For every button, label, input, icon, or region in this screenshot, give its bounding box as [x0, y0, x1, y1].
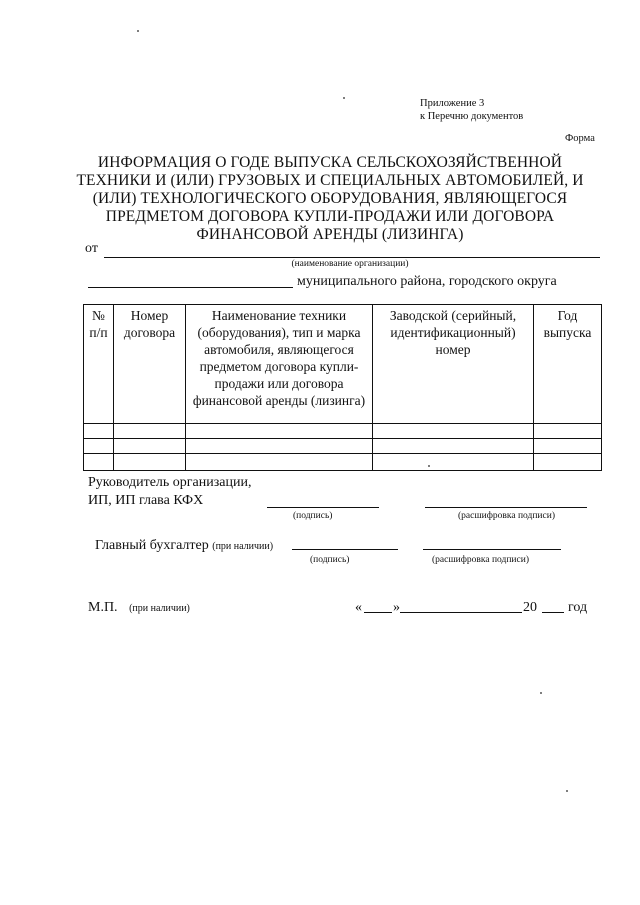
table-row — [84, 424, 602, 439]
accountant-signature-caption: (подпись) — [310, 555, 350, 565]
date-month-field[interactable] — [400, 612, 522, 613]
header-contract-number: Номер договора — [114, 305, 186, 424]
table-cell[interactable] — [534, 439, 602, 454]
stamp-block — [88, 599, 190, 618]
appendix-line-2: к Перечню документов — [420, 111, 524, 122]
municipal-text: муниципального района, городского округа — [297, 274, 557, 289]
title-line-4: ПРЕДМЕТОМ ДОГОВОРА КУПЛИ-ПРОДАЖИ ИЛИ ДОГОВОРА — [105, 208, 555, 225]
table-header-row — [84, 305, 602, 424]
stamp-note: (при наличии) — [129, 603, 190, 614]
organization-name-field[interactable] — [104, 257, 600, 258]
head-line-2: ИП, ИП глава КФХ — [88, 493, 204, 508]
table-cell[interactable] — [534, 424, 602, 439]
table-cell[interactable] — [534, 454, 602, 471]
header-number: № п/п — [84, 305, 114, 424]
table-cell[interactable] — [114, 439, 186, 454]
table-cell[interactable] — [373, 439, 534, 454]
year-suffix: год — [568, 600, 588, 615]
table-cell[interactable] — [84, 439, 114, 454]
date-open-quote: « — [355, 600, 362, 615]
table-row — [84, 439, 602, 454]
scan-speck — [540, 692, 542, 694]
accountant-note: (при наличии) — [212, 541, 274, 552]
accountant-label: Главный бухгалтер — [95, 538, 209, 553]
equipment-table — [83, 304, 602, 471]
title-line-1: ИНФОРМАЦИЯ О ГОДЕ ВЫПУСКА СЕЛЬСКОХОЗЯЙСТВЕННОЙ — [97, 154, 563, 171]
head-signature-caption: (подпись) — [293, 511, 333, 521]
header-year: Год выпуска — [534, 305, 602, 424]
date-year-field[interactable] — [542, 612, 564, 613]
table-cell[interactable] — [186, 424, 373, 439]
date-close-quote: » — [393, 600, 400, 615]
document-title — [60, 154, 600, 244]
scan-speck — [566, 790, 568, 792]
table-row — [84, 454, 602, 471]
title-line-3: (ИЛИ) ТЕХНОЛОГИЧЕСКОГО ОБОРУДОВАНИЯ, ЯВЛЯЮЩЕГОСЯ — [92, 190, 568, 207]
header-equipment-name: Наименование техники (оборудования), тип и марка автомобиля, являющегося предметом договора купли-продажи или договора финансовой аренды (лизинга) — [186, 305, 373, 424]
table-cell[interactable] — [114, 454, 186, 471]
table-cell[interactable] — [114, 424, 186, 439]
head-signature-field[interactable] — [267, 507, 379, 508]
scan-speck — [428, 465, 430, 467]
table-cell[interactable] — [84, 424, 114, 439]
from-label: от — [85, 241, 98, 256]
organization-caption: (наименование организации) — [291, 259, 409, 269]
appendix-line-1: Приложение 3 — [420, 98, 485, 109]
table-cell[interactable] — [186, 439, 373, 454]
accountant-decode-caption: (расшифровка подписи) — [432, 555, 529, 565]
form-label: Форма — [565, 133, 595, 144]
header-serial-number: Заводской (серийный, идентификационный) номер — [373, 305, 534, 424]
head-decode-field[interactable] — [425, 507, 587, 508]
district-name-field[interactable] — [88, 287, 293, 288]
stamp-label: М.П. — [88, 600, 118, 615]
table-cell[interactable] — [373, 454, 534, 471]
year-prefix: 20 — [523, 600, 537, 615]
accountant-label-block — [95, 537, 273, 556]
table-cell[interactable] — [186, 454, 373, 471]
table-cell[interactable] — [84, 454, 114, 471]
head-line-1: Руководитель организации, — [88, 475, 252, 490]
head-decode-caption: (расшифровка подписи) — [458, 511, 555, 521]
head-signatory — [88, 474, 251, 510]
scan-speck — [137, 30, 139, 32]
table-cell[interactable] — [373, 424, 534, 439]
scan-speck — [343, 97, 345, 99]
date-day-field[interactable] — [364, 612, 392, 613]
accountant-decode-field[interactable] — [423, 549, 561, 550]
appendix-reference — [420, 97, 523, 123]
accountant-signature-field[interactable] — [292, 549, 398, 550]
title-line-2: ТЕХНИКИ И (ИЛИ) ГРУЗОВЫХ И СПЕЦИАЛЬНЫХ АВТОМОБИЛЕЙ, И — [76, 172, 584, 189]
title-line-5: ФИНАНСОВОЙ АРЕНДЫ (ЛИЗИНГА) — [196, 226, 464, 243]
